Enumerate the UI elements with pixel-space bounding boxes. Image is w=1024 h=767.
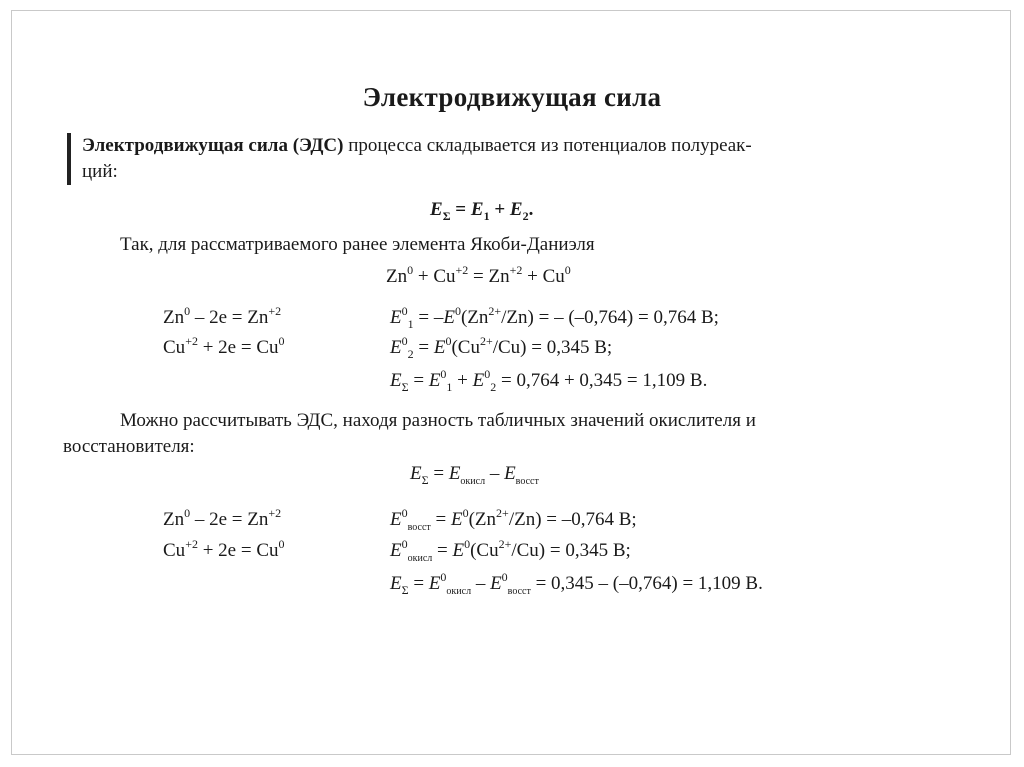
intro-paragraph <box>82 133 752 185</box>
jacobi-paragraph: Так, для рассматриваемого ранее элемента Якоби-Даниэля <box>120 234 595 255</box>
half-reaction-zn-2: $Zn^0 - 2e = Zn^{+2}$ <box>163 506 282 530</box>
difference-formula: $E_\Sigma = E_{окисл} - E_{восст}$ <box>410 463 539 487</box>
emf-sum-1: $E_\Sigma = E^0_1 + E^0_2 = 0,764 + 0,345 = 1,109$ В. <box>390 367 708 394</box>
intro-text: процесса складывается из потенциалов полуреак- <box>343 135 752 156</box>
half-reaction-cu-2: $Cu^{+2} + 2e = Cu^0$ <box>163 537 285 561</box>
potential-reducer: $E^0_{восст} = E^0(Zn^{2+}/Zn) = -0,764$ В; <box>390 506 637 533</box>
difference-paragraph-line1: Можно рассчитывать ЭДС, находя разность табличных значений окислителя и <box>120 410 756 431</box>
overall-reaction: $Zn^0 + Cu^{+2} = Zn^{+2} + Cu^0$ <box>386 263 571 287</box>
potential-e2: $E^0_2 = E^0(Cu^{2+}/Cu) = 0,345$ В; <box>390 334 613 361</box>
page-title: Электродвижущая сила <box>362 82 662 112</box>
potential-oxidizer: $E^0_{окисл} = E^0(Cu^{2+}/Cu) = 0,345$ В; <box>390 537 631 564</box>
main-formula: $E_\Sigma = E_1 + E_2$. <box>430 199 534 223</box>
difference-paragraph-line2: восстановителя: <box>63 436 195 457</box>
half-reaction-cu-1: $Cu^{+2} + 2e = Cu^0$ <box>163 334 285 358</box>
potential-e1: $E^0_1 = -E^0(Zn^{2+}/Zn)$ = – (–0,764) = 0,764 В; <box>390 304 719 331</box>
intro-term: Электродвижущая сила (ЭДС) <box>82 135 344 156</box>
intro-margin-bar <box>67 133 71 185</box>
intro-text-line2: ций: <box>82 161 118 182</box>
half-reaction-zn-1: $Zn^0 - 2e = Zn^{+2}$ <box>163 304 282 328</box>
emf-sum-2: $E_\Sigma = E^0_{окисл} - E^0_{восст} = 0,345 - (-0,764) = 1,109$ В. <box>390 570 763 597</box>
